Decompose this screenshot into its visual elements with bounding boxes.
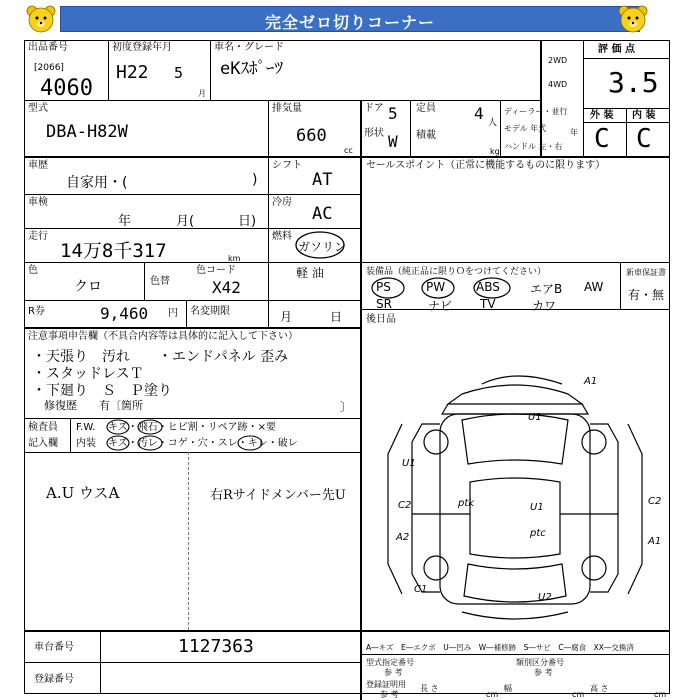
inspection-day: 日) (238, 214, 257, 229)
type-designation-label: 型式指定番号 (366, 658, 414, 667)
name-change-day: 日 (330, 310, 343, 324)
month-unit: 月 (198, 89, 206, 98)
year-unit: 年 (570, 128, 578, 137)
color-code: X42 (212, 278, 241, 297)
equipment-ps: PS (376, 280, 391, 294)
lot-sub-number: [2066] (34, 63, 64, 73)
sales-point-label: セールスポイント（正常に機能するものに限ります） (366, 160, 606, 171)
notes-line-2: ・スタッドレスＴ (32, 366, 144, 382)
first-registration-year: H22 (116, 62, 149, 83)
attachment-label: 後日品 (366, 314, 396, 325)
fuel-gasoline: ガソリン (298, 240, 347, 254)
damage-mark-u1-roof: U1 (528, 412, 542, 423)
equipment-aw: AW (584, 280, 604, 294)
damage-mark-u1-left: U1 (402, 458, 416, 469)
recycle-label: 新車保証書 (626, 268, 666, 277)
doors-label: ドア (364, 103, 384, 114)
inspection-label: 車検 (28, 197, 48, 208)
notes-line-3: ・下廻り Ｓ Ｐ塗り (32, 383, 172, 399)
grade-score-label: 評 価 点 (598, 44, 635, 55)
bear-mascot-icon (616, 3, 650, 37)
inspector-note-right: 右Rサイドメンバー先U (210, 488, 346, 503)
history-close: ) (252, 172, 258, 188)
equipment-abs: ABS (476, 280, 500, 294)
capacity-label: 定員 (416, 103, 436, 114)
notes-label: 注意事項申告欄（不具合内容等は具体的に記入して下さい） (28, 331, 298, 342)
capacity-unit: 人 (488, 118, 498, 128)
displacement-unit: cc (344, 146, 353, 155)
exterior-label: 外 装 (590, 110, 614, 121)
damage-mark-u1-center: U1 (530, 502, 544, 513)
ac-label: 冷房 (272, 197, 292, 208)
mileage: 14万8千317 (60, 240, 167, 262)
doors: 5 (388, 104, 398, 123)
capacity: 4 (474, 104, 484, 123)
equipment-tv: TV (480, 297, 496, 311)
load-label: 積載 (416, 130, 436, 141)
fuel-circle-mark (290, 228, 350, 262)
length-label: 長 さ (420, 684, 439, 693)
drive-2wd: 2WD (548, 56, 568, 65)
mileage-unit: km (228, 254, 241, 263)
displacement: 660 (296, 126, 327, 146)
lot-number: 4060 (40, 76, 93, 101)
damage-mark-a2: A2 (396, 532, 410, 543)
car-name-label: 車名・グレード (214, 42, 284, 53)
height-unit: cm (654, 690, 667, 699)
interior-label: 内 装 (632, 110, 656, 121)
damage-mark-ptc: ptc (530, 528, 546, 539)
damage-mark-u2: U2 (538, 592, 552, 603)
shape: W (388, 132, 398, 151)
history-value: 自家用・( (66, 175, 128, 191)
mileage-label: 走行 (28, 231, 48, 242)
shape-label: 形状 (364, 128, 384, 139)
exterior-grade: C (594, 124, 610, 154)
notes-line-1: ・天張り 汚れ ・エンドパネル 歪み (32, 349, 289, 365)
equipment-circle-marks (360, 274, 620, 300)
damage-mark-a1-right: A1 (648, 536, 662, 547)
grade-score: 3.5 (608, 66, 659, 99)
class-number-label: 類別区分番号 (516, 658, 564, 667)
interior-check-label: 内装 (76, 438, 96, 449)
damage-mark-c2-left: C2 (398, 500, 412, 511)
registration-label: 登録番号 (34, 674, 74, 685)
first-registration-month: 5 (174, 64, 184, 82)
header-bar (60, 6, 640, 32)
name-change-label: 名変期限 (190, 306, 230, 317)
handle-label: ハンドル 左・右 (504, 142, 563, 151)
height-label: 高 さ (590, 684, 609, 693)
repair-bracket: 〕 (340, 400, 353, 414)
displacement-label: 排気量 (272, 103, 302, 114)
car-damage-diagram (362, 364, 668, 628)
damage-mark-ptk: ptk (458, 498, 475, 509)
color-label: 色 (28, 265, 38, 276)
damage-mark-a1-top: A1 (584, 376, 598, 387)
width-unit: cm (572, 690, 585, 699)
inspector-label-2: 記入欄 (28, 438, 58, 449)
load-unit: kg (490, 147, 500, 156)
model-label: 型式 (28, 103, 48, 114)
inspection-month: 月( (176, 214, 195, 229)
inspector-circle-marks (100, 418, 300, 452)
equipment-pw: PW (426, 280, 446, 294)
repair-history: 修復歴 有〔箇所 (44, 399, 143, 412)
car-name: eKｽﾎﾟｰﾂ (220, 59, 283, 79)
inspection-year: 年 (118, 214, 132, 229)
chassis-label: 車台番号 (34, 642, 74, 653)
page-title: 完全ゼロ切りコーナー (264, 13, 435, 32)
model-code: DBA-H82W (46, 122, 128, 142)
inspector-label: 検査員 (28, 422, 58, 433)
bear-mascot-icon (24, 3, 58, 37)
equipment-leather: カワ (532, 299, 557, 313)
r-certificate-label: R券 (28, 306, 45, 317)
drive-4wd: 4WD (548, 80, 568, 89)
fuel-label: 燃料 (272, 231, 292, 242)
chassis-number: 1127363 (178, 636, 254, 657)
equipment-airbag: エアB (530, 282, 563, 296)
registration-size-label: 登録証明用 (366, 680, 406, 689)
interior-grade: C (636, 124, 652, 154)
width-label: 幅 (504, 684, 512, 693)
dealer-label: ディーラー・並行 (504, 107, 568, 116)
length-unit: cm (486, 690, 499, 699)
color-value: クロ (74, 279, 102, 295)
damage-mark-c2-right: C2 (648, 496, 662, 507)
shift-label: シフト (272, 160, 302, 171)
class-number-sub: 参 考 (534, 668, 553, 677)
damage-legend: A―キズ E―エクボ U―凹み W―補修跡 S―サビ C―腐食 XX―交換済 (366, 643, 634, 652)
recycle-value: 有・無 (628, 288, 665, 302)
inspector-note-left: A.U ウスA (46, 484, 120, 502)
color-code-label: 色コード (196, 265, 236, 276)
r-certificate: 9,460 (100, 304, 149, 323)
lot-number-label: 出品番号 (28, 42, 68, 53)
model-year-label: モデル 年式 (504, 124, 547, 133)
interior-check-items: キズ・汚レ・コゲ・穴・スレ・キレ・破レ (108, 438, 298, 449)
damage-mark-c1: C1 (414, 584, 428, 595)
header (0, 0, 700, 40)
fw-items: キズ・飛石・ヒビ割・リペア跡・×要 (108, 422, 276, 433)
fw-label: F.W. (76, 422, 96, 433)
name-change-month: 月 (280, 310, 293, 324)
equipment-sr: SR (376, 297, 392, 311)
history-label: 車歴 (28, 160, 48, 171)
first-registration-label: 初度登録年月 (112, 42, 172, 53)
ac: AC (312, 204, 333, 224)
r-certificate-unit: 円 (168, 308, 178, 319)
type-designation-sub: 参 考 (384, 668, 403, 677)
fuel-diesel: 軽 油 (296, 266, 324, 280)
registration-size-sub: 参 考 (380, 690, 399, 699)
equipment-navi: ナビ (428, 299, 453, 313)
equipment-label: 装備品（純正品に限りＯをつけてください） (366, 267, 547, 277)
shift: AT (312, 170, 333, 190)
repaint-label: 色替 (150, 276, 170, 287)
